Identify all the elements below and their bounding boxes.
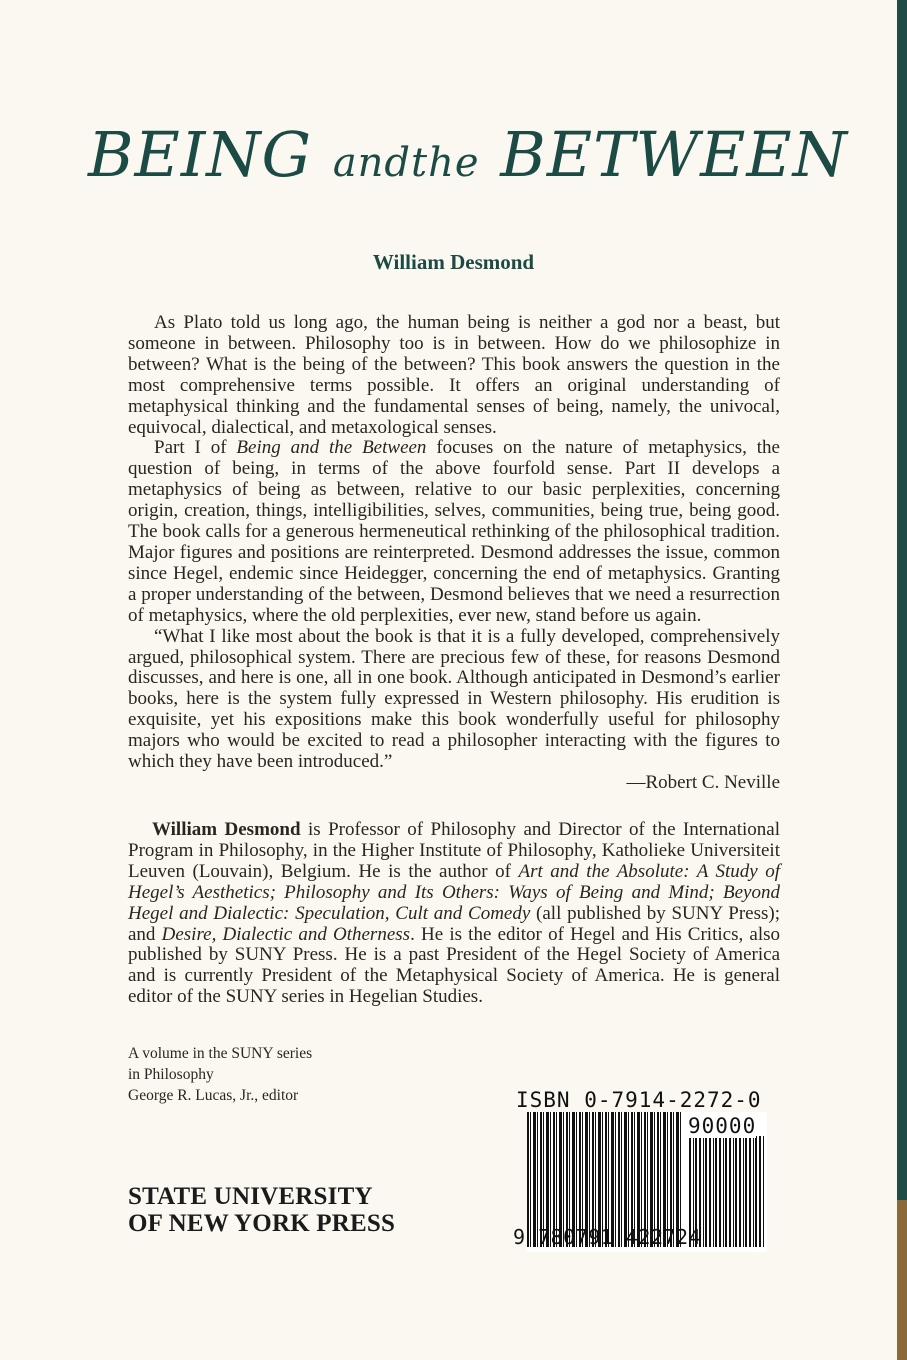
title-word-and: and: [332, 140, 412, 186]
bio-author-name: William Desmond: [152, 819, 301, 840]
publisher-logo: STATE UNIVERSITY OF NEW YORK PRESS: [128, 1183, 396, 1237]
review-quote: “What I like most about the book is that it is a fully developed, comprehensively argued, philosophical system. There are precious few of these, for reasons Desmond discusses, and here is one, all in one book. Although anticipated in Desmond’s earlier books, here is the system fully expressed in Western philosophy. His erudition is exquisite, yet his expositions make this book wonderfully useful for philosophy majors who would be excited to read a philosopher interacting with the figures to which they have been introduced.”: [128, 625, 780, 773]
barcode-ean-number: 9 780791 422724: [513, 1225, 702, 1249]
review-attribution: —Robert C. Neville: [626, 771, 780, 793]
title-word-the: the: [411, 140, 480, 186]
title-word-between: BETWEEN: [500, 118, 848, 191]
spine-edge: [897, 0, 907, 1360]
author-name: William Desmond: [372, 250, 535, 274]
spine-edge-accent: [897, 1200, 907, 1360]
description-paragraph-2: Part I of Being and the Between focuses on the nature of metaphysics, the question of being, in terms of the above fourfold sense. Part II develops a metaphysics of being as between, relative to our basic perplexities, concerning origin, creation, things, intelligibilities, selves, communities, being true, being good. The book calls for a generous hermeneutical rethinking of the philosophical tradition. Major figures and positions are reinterpreted. Desmond addresses the issue, common since Hegel, endemic since Heidegger, concerning the end of metaphysics. Granting a proper understanding of the between, Desmond believes that we need a resurrection of metaphysics, where the old perplexities, ever new, stand before us again.: [128, 437, 780, 626]
isbn-text: ISBN 0-7914-2272-0: [516, 1088, 762, 1112]
barcode-addon-number: 90000: [688, 1114, 757, 1138]
author-bio: William Desmond is Professor of Philosophy and Director of the International Program in Philosophy, in the Higher Institute of Philosophy, Katholieke Universiteit Leuven (Louvain), Belgium. He is the author of Art and the Absolute: A Study of Hegel’s Aesthetics; Philosophy and Its Others: Ways of Being and Mind; Beyond Hegel and Dialectic: Speculation, Cult and Comedy (all published by SUNY Press); and Desire, Dialectic and Otherness. He is the editor of Hegel and His Critics, also published by SUNY Press. He is a past President of the Hegel Society of America and is currently President of the Metaphysical Society of America. He is general editor of the SUNY series in Hegelian Studies.: [128, 819, 781, 1008]
series-note: A volume in the SUNY series in Philosophy George R. Lucas, Jr., editor: [128, 1045, 313, 1104]
title-word-being: BEING: [88, 118, 313, 191]
description: [128, 313, 780, 794]
bio-books: Art and the Absolute: A Study of Hegel’s Aesthetics; Philosophy and Its Others: Ways of Being and Mind; Beyond Hegel and Dialectic: Speculation, Cult and Comedy: [128, 860, 780, 924]
description-paragraph-1: As Plato told us long ago, the human being is neither a god nor a beast, but someone in between. Philosophy too is in between. How do we philosophize in between? What is the being of the between? This book answers the question in the most comprehensive terms possible. It offers an original understanding of metaphysical thinking and the fundamental senses of being, namely, the univocal, equivocal, dialectical, and metaxological senses.: [128, 312, 780, 438]
book-title: [88, 118, 848, 191]
bio-book-desire: Desire, Dialectic and Otherness: [161, 923, 411, 945]
book-title-ref: Being and the Between: [236, 437, 427, 459]
